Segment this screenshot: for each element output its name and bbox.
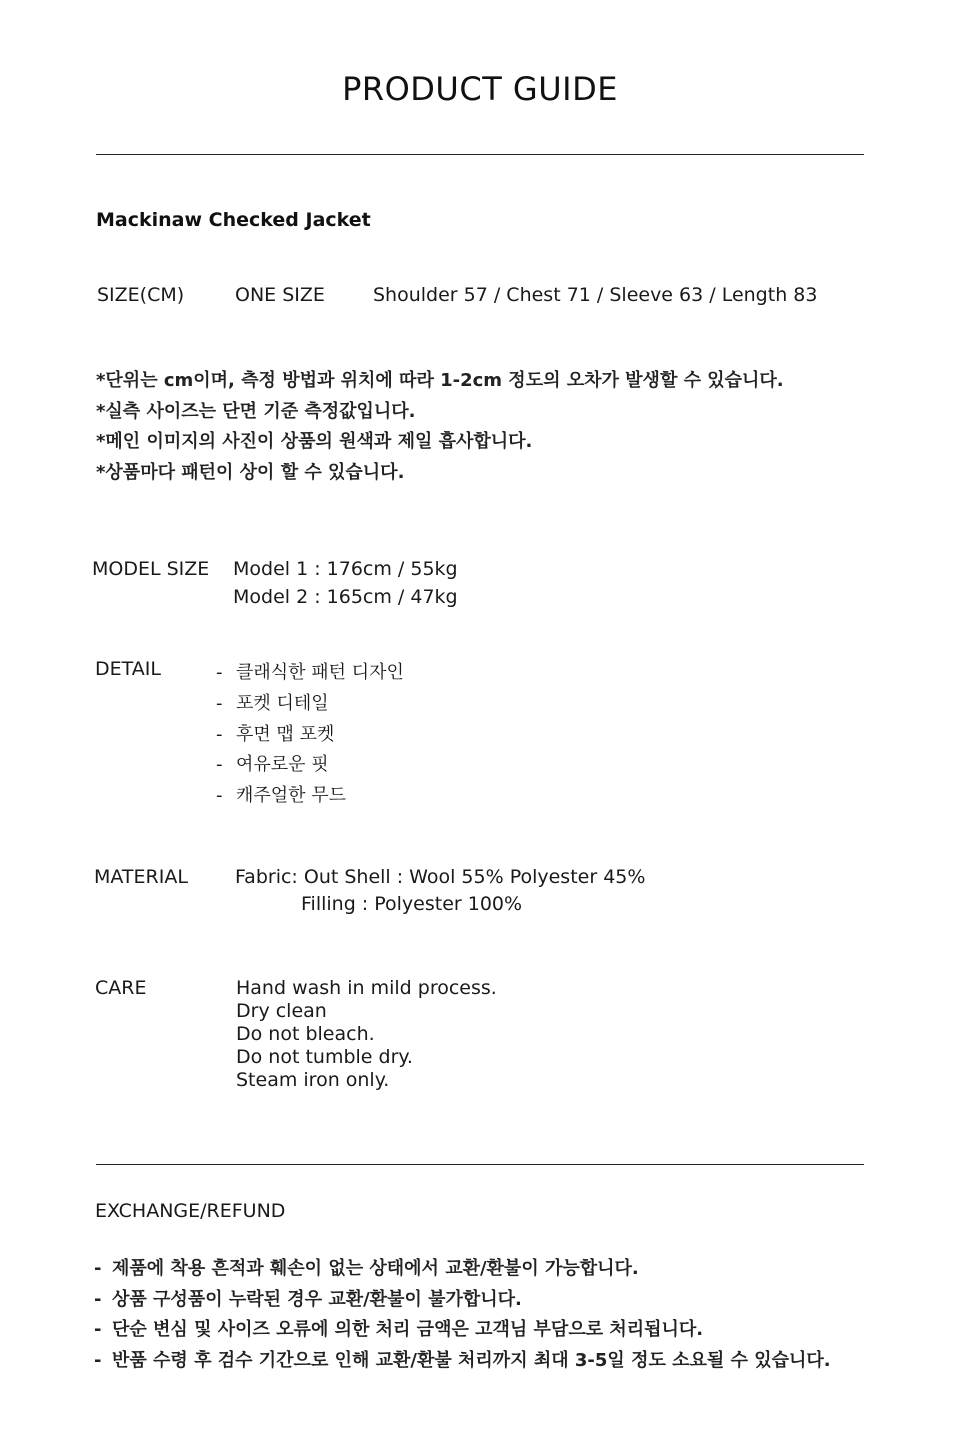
- list-item: - 단순 변심 및 사이즈 오류에 의한 처리 금액은 고객님 부담으로 처리됩니다.: [94, 1319, 704, 1341]
- list-item: - 캐주얼한 무드: [216, 785, 347, 807]
- material-fabric: Fabric: Out Shell : Wool 55% Polyester 45%: [235, 866, 646, 888]
- model-size-label: MODEL SIZE: [92, 558, 210, 580]
- bottom-divider: [96, 1164, 864, 1165]
- list-item: - 반품 수령 후 검수 기간으로 인해 교환/환불 처리까지 최대 3-5일 정도 소요될 수 있습니다.: [94, 1349, 831, 1371]
- list-item: - 여유로운 핏: [216, 754, 329, 776]
- exchange-list: [94, 1254, 831, 1376]
- care-line: Hand wash in mild process.: [236, 977, 497, 999]
- list-item: - 상품 구성품이 누락된 경우 교환/환불이 불가합니다.: [94, 1288, 522, 1310]
- material-filling: Filling : Polyester 100%: [301, 893, 523, 915]
- note-line: *실측 사이즈는 단면 기준 측정값입니다.: [96, 400, 416, 422]
- size-notes: [96, 366, 784, 488]
- size-label: SIZE(CM): [97, 284, 185, 306]
- material-label: MATERIAL: [94, 866, 188, 888]
- care-line: Dry clean: [236, 1000, 327, 1022]
- care-label: CARE: [95, 977, 147, 999]
- note-line: *상품마다 패턴이 상이 할 수 있습니다.: [96, 461, 405, 483]
- product-name: Mackinaw Checked Jacket: [96, 209, 371, 231]
- list-item: - 후면 맵 포켓: [216, 723, 335, 745]
- care-line: Do not bleach.: [236, 1023, 375, 1045]
- care-list: [236, 977, 497, 1092]
- detail-list: [216, 658, 404, 812]
- model-line: Model 1 : 176cm / 55kg: [233, 558, 458, 580]
- list-item: - 클래식한 패턴 디자인: [216, 662, 404, 683]
- note-line: *단위는 cm이며, 측정 방법과 위치에 따라 1-2cm 정도의 오차가 발생할 수 있습니다.: [96, 370, 784, 391]
- exchange-label: EXCHANGE/REFUND: [95, 1200, 286, 1222]
- model-line: Model 2 : 165cm / 47kg: [233, 585, 458, 608]
- care-line: Steam iron only.: [236, 1069, 390, 1091]
- page-title: PRODUCT GUIDE: [342, 70, 618, 108]
- note-line: *메인 이미지의 사진이 상품의 원색과 제일 흡사합니다.: [96, 431, 533, 453]
- size-measurements: Shoulder 57 / Chest 71 / Sleeve 63 / Length 83: [373, 284, 818, 306]
- top-divider: [96, 154, 864, 155]
- detail-label: DETAIL: [95, 658, 161, 680]
- list-item: - 제품에 착용 흔적과 훼손이 없는 상태에서 교환/환불이 가능합니다.: [94, 1258, 639, 1279]
- care-line: Do not tumble dry.: [236, 1046, 413, 1068]
- model-size-values: [233, 556, 458, 611]
- size-name: ONE SIZE: [235, 284, 325, 306]
- list-item: - 포켓 디테일: [216, 692, 329, 714]
